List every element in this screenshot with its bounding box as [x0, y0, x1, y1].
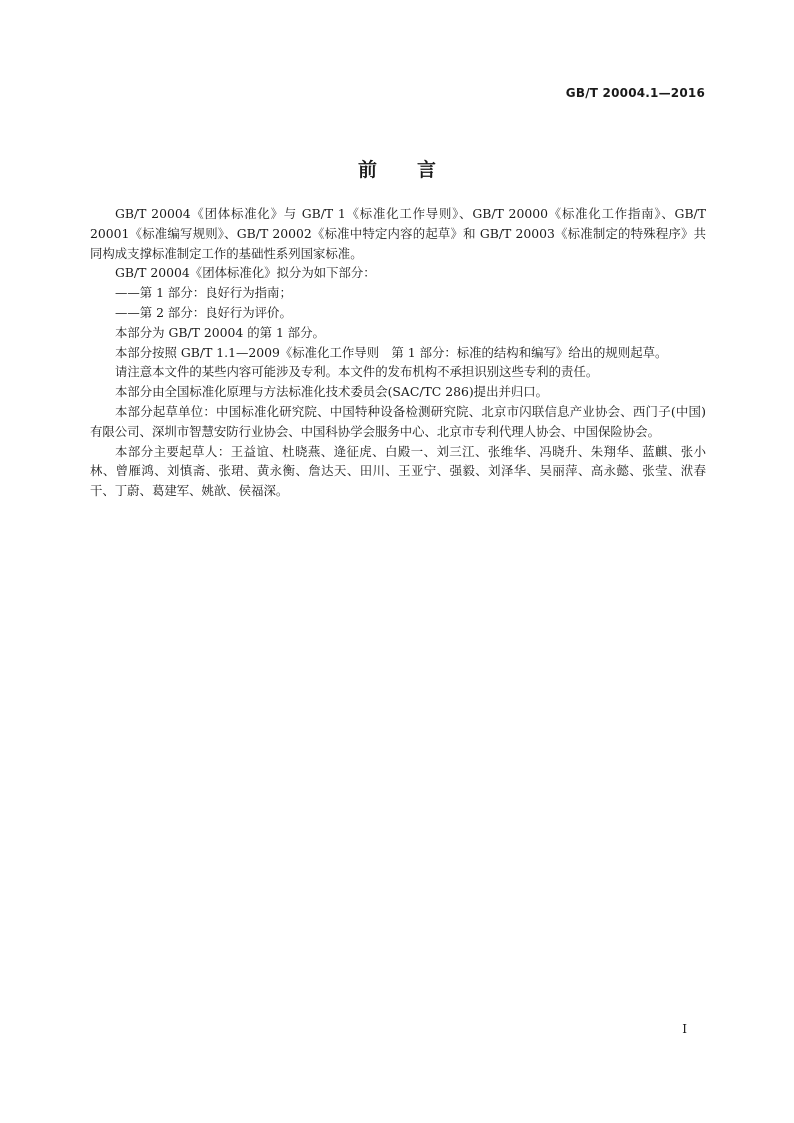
- page-number: I: [682, 1022, 687, 1036]
- list-item-part-2: ——第 2 部分：良好行为评价。: [115, 304, 292, 320]
- paragraph-drafters: 本部分主要起草人：王益谊、杜晓燕、逄征虎、白殿一、刘三江、张维华、冯晓升、朱翔华、蓝麒、张小林、曾雁鸿、刘慎斋、张珺、黄永衡、詹达天、田川、王亚宁、强毅、刘泽华、吴丽萍、高永懿、张莹、洑春干、丁蔚、葛建军、姚歆、侯福深。: [90, 443, 706, 499]
- paragraph-drafting-units: 本部分起草单位：中国标准化研究院、中国特种设备检测研究院、北京市闪联信息产业协会、西门子(中国)有限公司、深圳市智慧安防行业协会、中国科协学会服务中心、北京市专利代理人协会、中国保险协会。: [90, 403, 706, 439]
- standard-number: GB/T 20004.1—2016: [565, 86, 705, 100]
- paragraph-drafting-rules: 本部分按照 GB/T 1.1—2009《标准化工作导则 第 1 部分：标准的结构和编写》给出的规则起草。: [115, 344, 668, 360]
- foreword-body: [90, 204, 706, 501]
- paragraph-series-overview: GB/T 20004《团体标准化》与 GB/T 1《标准化工作导则》、GB/T 20000《标准化工作指南》、GB/T 20001《标准编写规则》、GB/T 20002《标准中特定内容的起草》和 GB/T 20003《标准制定的特殊程序》共同构成支撑标准制定工作的基础性系列国家标准。: [90, 206, 706, 261]
- page-title: 前言: [357, 159, 476, 181]
- list-item-part-1: ——第 1 部分：良好行为指南；: [115, 285, 292, 301]
- paragraph-proposer: 本部分由全国标准化原理与方法标准化技术委员会(SAC/TC 286)提出并归口。: [115, 384, 549, 400]
- paragraph-parts-intro: GB/T 20004《团体标准化》拟分为如下部分：: [115, 265, 376, 281]
- paragraph-this-part: 本部分为 GB/T 20004 的第 1 部分。: [115, 324, 325, 340]
- paragraph-patent-notice: 请注意本文件的某些内容可能涉及专利。本文件的发布机构不承担识别这些专利的责任。: [115, 364, 599, 380]
